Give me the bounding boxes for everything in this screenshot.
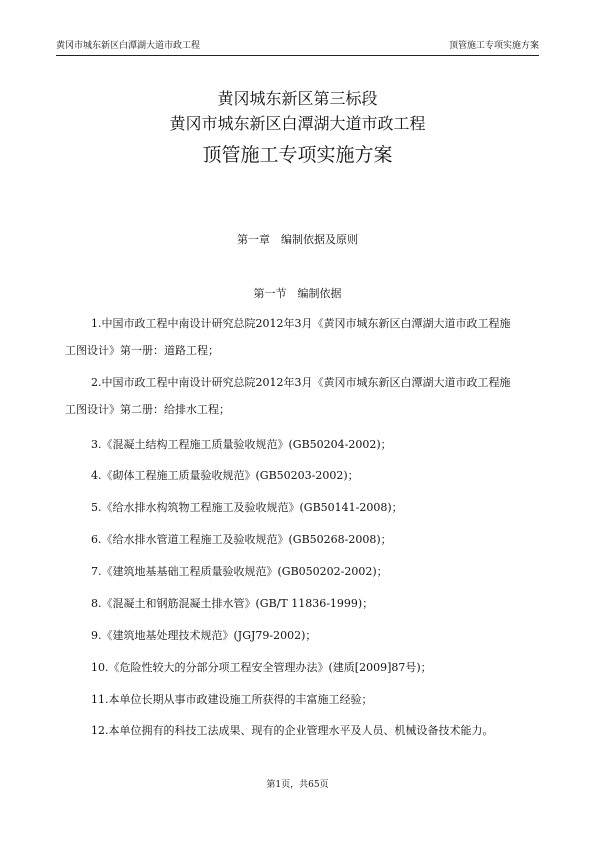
document-title-line-3: 顶管施工专项实施方案 [202, 144, 393, 166]
list-item-text: 2.中国市政工程中南设计研究总院2012年3月《黄冈市城东新区白潭湖大道市政工程施 [91, 376, 511, 389]
document-title-line-1: 黄冈城东新区第三标段 [217, 89, 378, 108]
list-item-continuation: 工图设计》第二册：给排水工程； [65, 403, 230, 416]
page-header [56, 40, 539, 52]
chapter-heading: 第一章 编制依据及原则 [237, 233, 358, 246]
document-title-line-2: 黄冈市城东新区白潭湖大道市政工程 [169, 114, 426, 133]
list-item: 5.《给水排水构筑物工程施工及验收规范》(GB50141-2008)； [91, 501, 403, 514]
list-item: 11.本单位长期从事市政建设施工所获得的丰富施工经验； [91, 693, 373, 706]
list-item: 10.《危险性较大的分部分项工程安全管理办法》(建质[2009]87号)； [91, 661, 432, 674]
page-number: 第1页，共65页 [266, 780, 329, 790]
header-divider [56, 55, 539, 56]
list-item-text: 1.中国市政工程中南设计研究总院2012年3月《黄冈市城东新区白潭湖大道市政工程施 [91, 317, 511, 330]
list-item [65, 310, 539, 364]
list-item: 4.《砌体工程施工质量验收规范》(GB50203-2002)； [91, 469, 359, 482]
list-item: 12.本单位拥有的科技工法成果、现有的企业管理水平及人员、机械设备技术能力。 [91, 724, 494, 737]
list-item: 9.《建筑地基处理技术规范》(JGJ79-2002)； [91, 629, 317, 642]
header-right-text: 顶管施工专项实施方案 [448, 41, 539, 51]
list-item [65, 369, 539, 423]
header-left-text: 黄冈市城东新区白潭湖大道市政工程 [56, 41, 201, 51]
list-item: 3.《混凝土结构工程施工质量验收规范》(GB50204-2002)； [91, 438, 392, 451]
section-heading: 第一节 编制依据 [253, 287, 342, 300]
list-item: 6.《给水排水管道工程施工及验收规范》(GB50268-2008)； [91, 533, 392, 546]
list-item: 8.《混凝土和钢筋混凝土排水管》(GB/T 11836-1999)； [91, 597, 374, 610]
list-item: 7.《建筑地基基础工程质量验收规范》(GB050202-2002)； [91, 565, 388, 578]
list-item-continuation: 工图设计》第一册：道路工程； [65, 344, 219, 357]
